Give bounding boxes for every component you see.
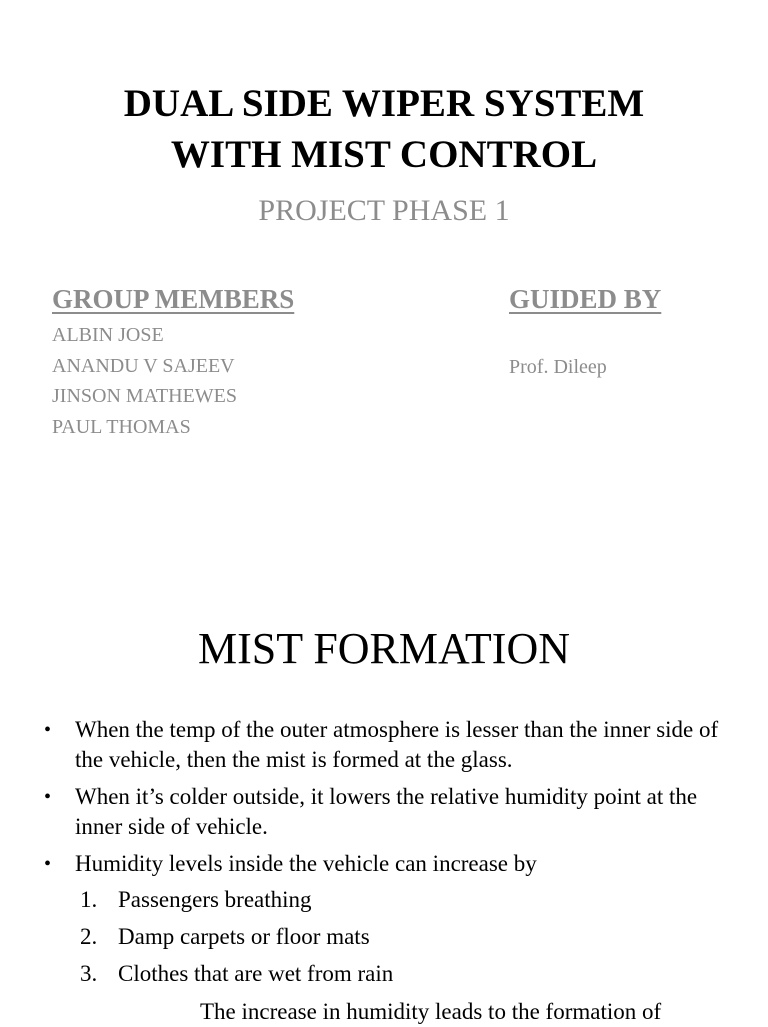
number-marker: 1. [80, 887, 98, 912]
title-line-1: DUAL SIDE WIPER SYSTEM [123, 82, 645, 125]
slide-title [0, 78, 768, 180]
bullet-dot-icon: • [44, 719, 52, 741]
numbered-text: Clothes that are wet from rain [118, 961, 394, 986]
member-item: ANANDU V SAJEEV [52, 354, 235, 377]
bullet-list [0, 715, 768, 886]
numbered-item [0, 922, 393, 952]
numbered-list [0, 885, 393, 996]
member-item: JINSON MATHEWES [52, 385, 237, 407]
bullet-item [0, 782, 768, 842]
bullet-text: Humidity levels inside the vehicle can increase by [75, 851, 537, 876]
number-marker: 3. [80, 961, 98, 986]
member-item: PAUL THOMAS [52, 415, 191, 438]
number-marker: 2. [80, 924, 98, 949]
numbered-item [0, 885, 393, 915]
guided-by-heading: GUIDED BY [509, 284, 662, 314]
section-title: MIST FORMATION [197, 624, 571, 673]
bullet-item [0, 849, 768, 879]
member-item: ALBIN JOSE [52, 324, 164, 346]
closing-text: The increase in humidity leads to the formation of [200, 999, 662, 1024]
bullet-text: When the temp of the outer atmosphere is lesser than the inner side of the vehicle, then the mist is formed at the glass. [75, 717, 719, 772]
bullet-dot-icon: • [44, 786, 52, 808]
bullet-text: When it’s colder outside, it lowers the relative humidity point at the inner side of vehicle. [75, 784, 698, 839]
slide-subtitle: PROJECT PHASE 1 [258, 194, 510, 227]
group-members-heading: GROUP MEMBERS [52, 284, 295, 314]
title-line-2: WITH MIST CONTROL [170, 133, 598, 176]
numbered-text: Passengers breathing [118, 887, 312, 912]
numbered-item [0, 959, 393, 989]
bullet-item [0, 715, 768, 775]
members-list [52, 320, 237, 442]
bullet-dot-icon: • [44, 853, 52, 875]
numbered-text: Damp carpets or floor mats [118, 924, 370, 949]
mist-formation-slide [0, 560, 768, 1024]
guide-name: Prof. Dileep [509, 356, 607, 378]
